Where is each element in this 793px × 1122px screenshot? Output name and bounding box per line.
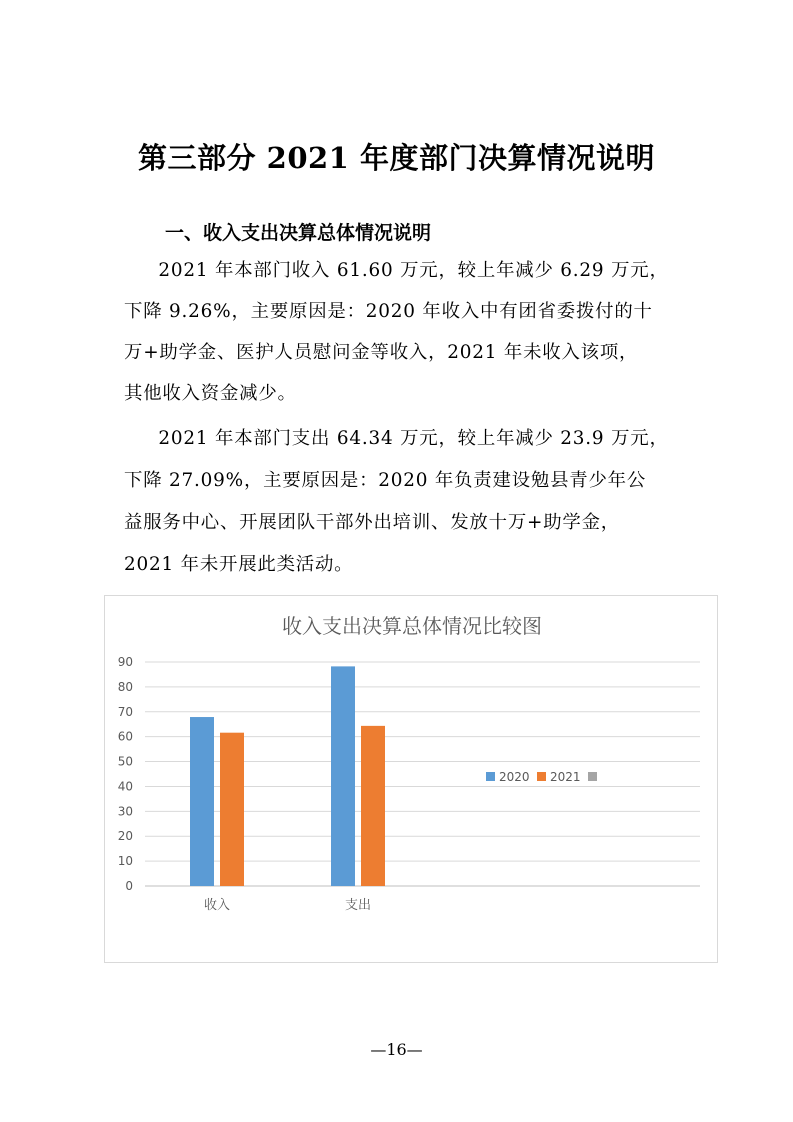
bar-chart bbox=[105, 596, 719, 964]
y-tick-label: 60 bbox=[117, 729, 133, 744]
legend-swatch bbox=[588, 772, 597, 781]
legend-label: 2020 bbox=[499, 770, 530, 784]
legend-swatch bbox=[537, 772, 546, 781]
paragraph-line: 2021 年本部门支出 64.34 万元，较上年减少 23.9 万元， bbox=[120, 428, 669, 449]
legend-swatch bbox=[486, 772, 495, 781]
x-category-label: 收入 bbox=[203, 898, 231, 913]
y-tick-label: 70 bbox=[117, 704, 133, 719]
x-category-label: 支出 bbox=[344, 898, 372, 913]
page-number: —16— bbox=[370, 1040, 423, 1059]
paragraph-line: 2021 年本部门收入 61.60 万元，较上年减少 6.29 万元， bbox=[120, 260, 669, 281]
legend-label: 2021 bbox=[550, 770, 581, 784]
y-tick-label: 80 bbox=[117, 679, 133, 694]
bar-2021-0 bbox=[220, 733, 244, 886]
paragraph-line: 下降 27.09%，主要原因是：2020 年负责建设勉县青少年公 bbox=[124, 470, 647, 491]
chart-title: 收入支出决算总体情况比较图 bbox=[282, 614, 542, 638]
y-tick-label: 30 bbox=[117, 804, 133, 819]
section-heading: 一、收入支出决算总体情况说明 bbox=[165, 222, 432, 244]
y-tick-label: 20 bbox=[117, 829, 133, 844]
page-title: 第三部分 2021 年度部门决算情况说明 bbox=[138, 141, 655, 175]
paragraph-line: 益服务中心、开展团队干部外出培训、发放十万+助学金， bbox=[124, 512, 620, 533]
bar-2021-1 bbox=[361, 726, 385, 886]
paragraph-line: 2021 年未开展此类活动。 bbox=[124, 554, 354, 575]
y-tick-label: 50 bbox=[117, 754, 133, 769]
bar-2020-0 bbox=[190, 717, 214, 886]
paragraph-line: 万+助学金、医护人员慰问金等收入，2021 年未收入该项， bbox=[124, 342, 639, 363]
y-tick-label: 40 bbox=[117, 779, 133, 794]
chart-container bbox=[104, 595, 718, 963]
y-tick-label: 0 bbox=[125, 879, 133, 893]
paragraph-line: 其他收入资金减少。 bbox=[124, 383, 297, 404]
paragraph-line: 下降 9.26%，主要原因是：2020 年收入中有团省委拨付的十 bbox=[124, 301, 653, 322]
bar-2020-1 bbox=[331, 666, 355, 886]
y-tick-label: 10 bbox=[117, 854, 133, 869]
y-tick-label: 90 bbox=[117, 655, 133, 669]
